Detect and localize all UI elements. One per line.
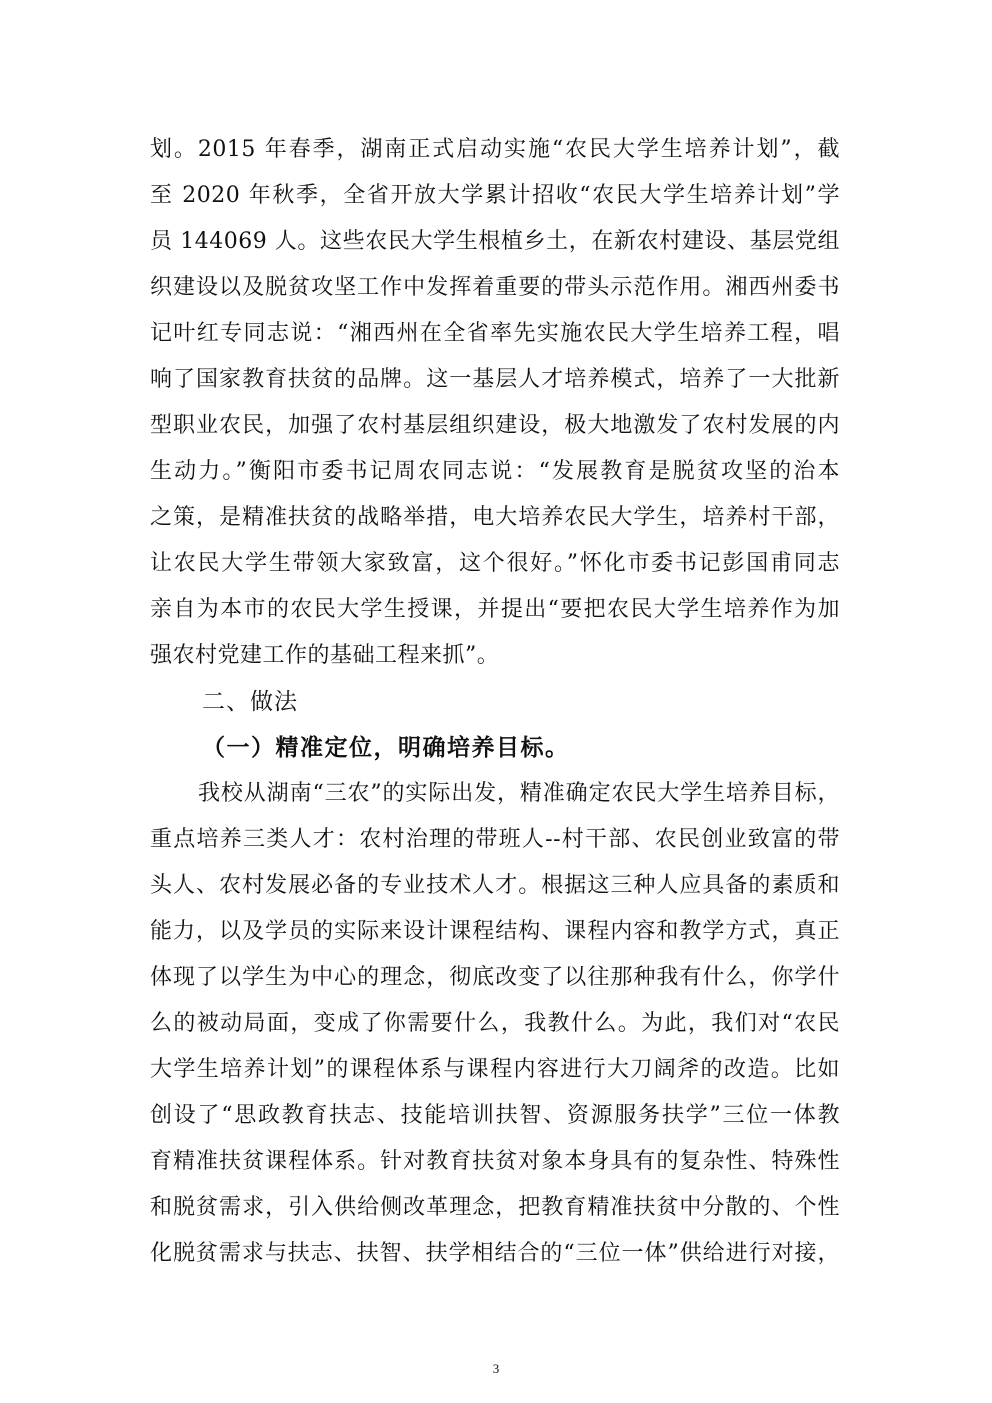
paragraph2-line: 么的被动局面，变成了你需要什么，我教什么。为此，我们对“农民 bbox=[150, 1011, 840, 1036]
section-heading: 二、做法 bbox=[202, 689, 298, 715]
subsection-heading: （一）精准定位，明确培养目标。 bbox=[202, 735, 570, 761]
paragraph1-line: 亲自为本市的农民大学生授课，并提出“要把农民大学生培养作为加 bbox=[150, 597, 840, 622]
paragraph2-line: 创设了“思政教育扶志、技能培训扶智、资源服务扶学”三位一体教 bbox=[150, 1103, 840, 1128]
paragraph2-line: 和脱贫需求，引入供给侧改革理念，把教育精准扶贫中分散的、个性 bbox=[150, 1195, 840, 1220]
paragraph2-line: 育精准扶贫课程体系。针对教育扶贫对象本身具有的复杂性、特殊性 bbox=[150, 1149, 840, 1174]
paragraph1-line: 之策，是精准扶贫的战略举措，电大培养农民大学生，培养村干部， bbox=[150, 505, 840, 530]
paragraph2-line: 大学生培养计划”的课程体系与课程内容进行大刀阔斧的改造。比如 bbox=[150, 1057, 840, 1082]
paragraph1-line: 生动力。”衡阳市委书记周农同志说：“发展教育是脱贫攻坚的治本 bbox=[150, 459, 840, 484]
paragraph1-line: 让农民大学生带领大家致富，这个很好。”怀化市委书记彭国甫同志 bbox=[150, 551, 840, 576]
page-number: 3 bbox=[492, 1361, 500, 1376]
paragraph1-line: 记叶红专同志说：“湘西州在全省率先实施农民大学生培养工程，唱 bbox=[150, 321, 840, 346]
paragraph2-line: 体现了以学生为中心的理念，彻底改变了以往那种我有什么，你学什 bbox=[150, 965, 840, 990]
paragraph1-line: 强农村党建工作的基础工程来抓”。 bbox=[150, 643, 500, 668]
paragraph1-line: 员 144069 人。这些农民大学生根植乡土，在新农村建设、基层党组 bbox=[150, 229, 840, 254]
paragraph1-line: 划。2015 年春季，湖南正式启动实施“农民大学生培养计划”，截 bbox=[150, 137, 840, 162]
paragraph2-line: 头人、农村发展必备的专业技术人才。根据这三种人应具备的素质和 bbox=[150, 873, 840, 898]
paragraph2-line: 能力，以及学员的实际来设计课程结构、课程内容和教学方式，真正 bbox=[150, 919, 840, 944]
paragraph1-line: 型职业农民，加强了农村基层组织建设，极大地激发了农村发展的内 bbox=[150, 413, 840, 438]
paragraph1-line: 织建设以及脱贫攻坚工作中发挥着重要的带头示范作用。湘西州委书 bbox=[150, 275, 840, 300]
paragraph1-line: 至 2020 年秋季，全省开放大学累计招收“农民大学生培养计划”学 bbox=[150, 183, 840, 208]
paragraph2-line: 重点培养三类人才：农村治理的带班人--村干部、农民创业致富的带 bbox=[150, 827, 840, 852]
paragraph2-line: 化脱贫需求与扶志、扶智、扶学相结合的“三位一体”供给进行对接， bbox=[150, 1241, 840, 1266]
paragraph2-line: 我校从湖南“三农”的实际出发，精准确定农民大学生培养目标， bbox=[198, 781, 840, 806]
paragraph1-line: 响了国家教育扶贫的品牌。这一基层人才培养模式，培养了一大批新 bbox=[150, 367, 840, 392]
